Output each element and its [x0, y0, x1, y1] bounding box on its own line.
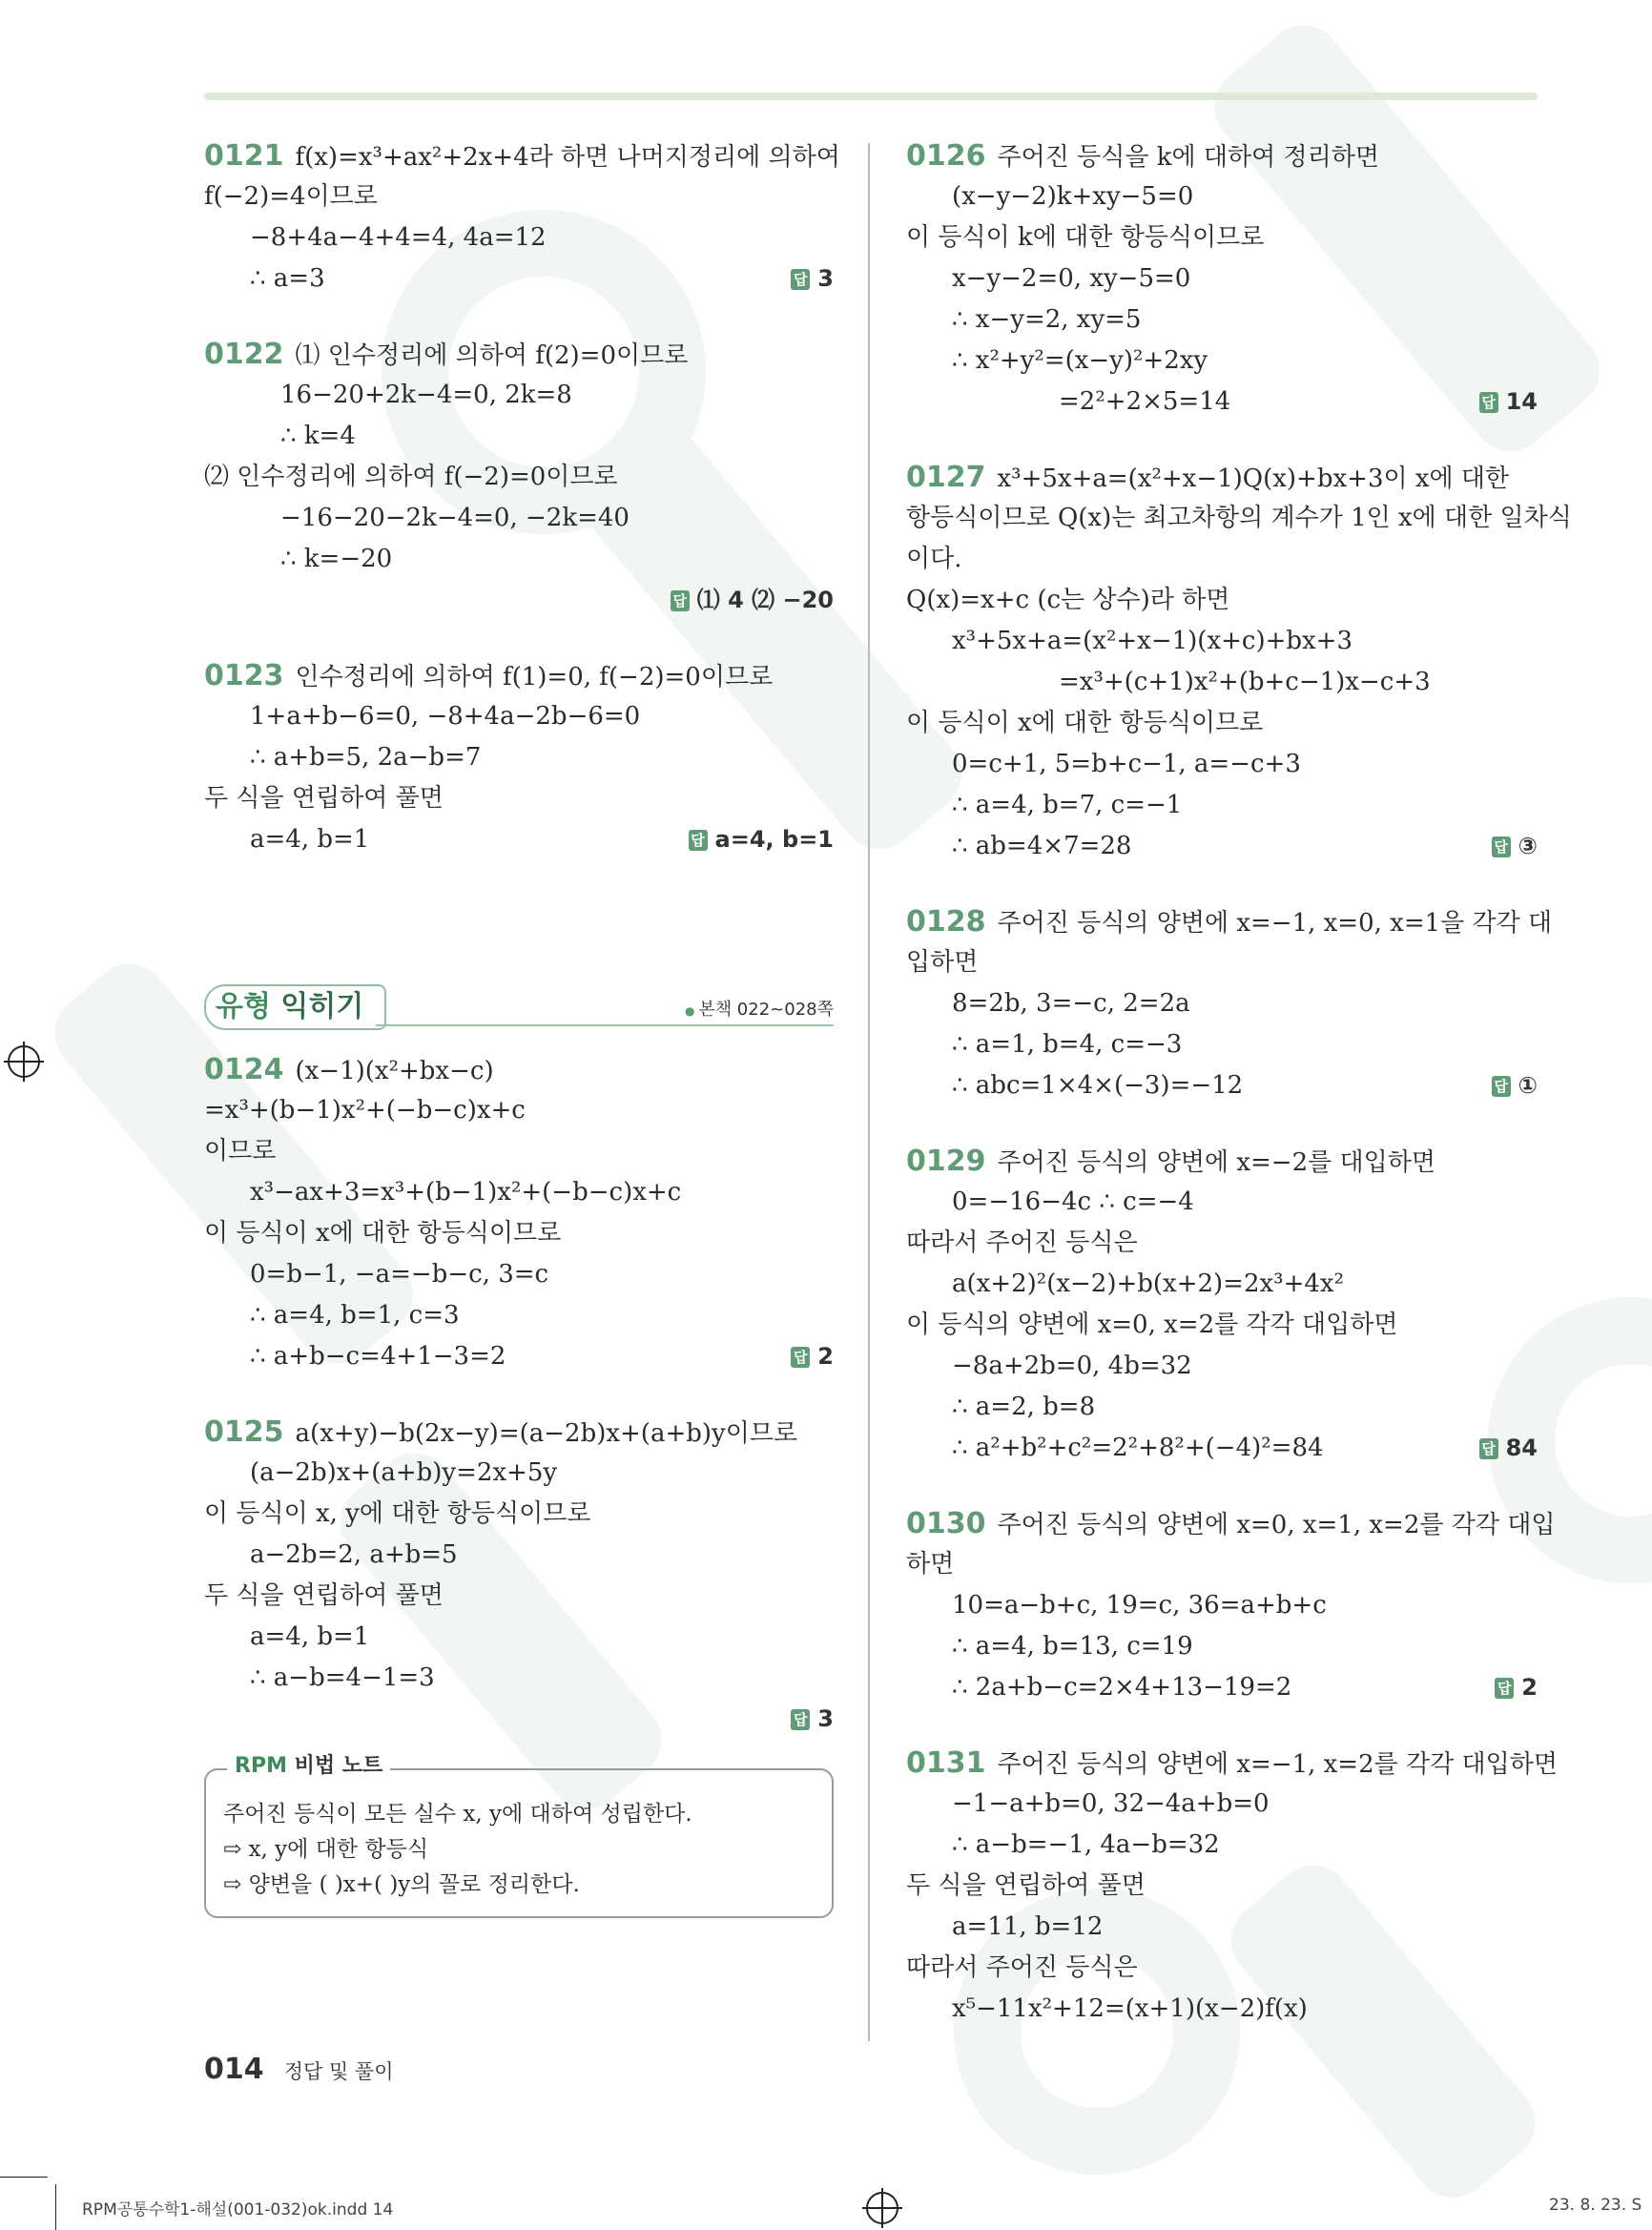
solution-text: 두 식을 연립하여 풀면: [204, 1581, 444, 1610]
answer-value: 14: [1505, 388, 1538, 415]
solution-text: (a−2b)x+(a+b)y=2x+5y: [250, 1458, 558, 1487]
solution-text: 두 식을 연립하여 풀면: [204, 784, 444, 813]
solution-text: ∴ a=4, b=7, c=−1: [952, 791, 1183, 819]
solution-text: =x³+(c+1)x²+(b+c−1)x−c+3: [1059, 668, 1431, 696]
problem-0122: [204, 334, 834, 621]
solution-text: ⑵ 인수정리에 의하여 f(−2)=0이므로: [204, 463, 618, 491]
problem-number: 0128: [906, 905, 986, 939]
problem-0124: [204, 1049, 834, 1377]
answer-mark: [1479, 382, 1538, 423]
solution-text: ∴ ab=4×7=28: [952, 832, 1132, 860]
solution-text: x³−ax+3=x³+(b−1)x²+(−b−c)x+c: [250, 1178, 682, 1207]
registration-mark-icon: [8, 1045, 40, 1078]
solution-text: ∴ a²+b²+c²=2²+8²+(−4)²=84: [952, 1434, 1324, 1462]
answer-mark: [791, 1699, 834, 1740]
answer-mark: [1492, 1065, 1538, 1106]
solution-text: Q(x)=x+c (c는 상수)라 하면: [906, 586, 1230, 614]
section-badge: [204, 984, 386, 1030]
answer-mark: [1479, 1428, 1538, 1469]
problem-0121: [204, 135, 840, 299]
solution-text: =2²+2×5=14: [1059, 387, 1231, 416]
solution-text: a−2b=2, a+b=5: [250, 1540, 458, 1569]
problem-number: 0129: [906, 1145, 986, 1178]
solution-text: x−y−2=0, xy−5=0: [952, 264, 1191, 293]
note-text: ⇨ x, y에 대한 항등식: [223, 1837, 429, 1862]
problem-number: 0122: [204, 338, 284, 371]
note-label: 비법 노트: [286, 1754, 383, 1778]
solution-text: (x−1)(x²+bx−c): [295, 1057, 494, 1085]
solution-text: 0=b−1, −a=−b−c, 3=c: [250, 1260, 549, 1289]
answer-value: ③: [1518, 833, 1538, 859]
solution-text: −8a+2b=0, 4b=32: [952, 1352, 1192, 1380]
solution-text: f(−2)=4이므로: [204, 182, 378, 211]
answer-mark: [689, 819, 834, 860]
tip-note-title: [227, 1749, 390, 1779]
registration-mark-icon: [866, 2192, 898, 2224]
solution-text: ∴ 2a+b−c=2×4+13−19=2: [952, 1673, 1292, 1702]
solution-text: x⁵−11x²+12=(x+1)(x−2)f(x): [952, 1994, 1308, 2023]
section-label: 유형: [216, 990, 271, 1023]
solution-text: 이 등식이 x에 대한 항등식이므로: [906, 709, 1264, 737]
answer-value: 84: [1505, 1435, 1538, 1461]
page-title: 정답 및 풀이: [283, 2060, 394, 2083]
problem-number: 0124: [204, 1053, 284, 1086]
answer-value: 3: [817, 1705, 834, 1732]
solution-text: 하면: [906, 1550, 955, 1579]
solution-text: 이 등식의 양변에 x=0, x=2를 각각 대입하면: [906, 1311, 1398, 1339]
answer-tag-icon: 답: [1479, 1438, 1498, 1459]
crop-mark: [55, 2184, 56, 2230]
problem-0125: [204, 1412, 834, 1740]
section-reference: ● 본책 022~028쪽: [685, 996, 834, 1021]
solution-text: f(x)=x³+ax²+2x+4라 하면 나머지정리에 의하여: [295, 143, 840, 172]
top-rule: [204, 93, 1538, 100]
answer-value: ⑴ 4 ⑵ −20: [696, 587, 834, 613]
section-rule: [376, 1024, 834, 1026]
page-footer: [204, 2053, 394, 2086]
solution-text: −16−20−2k−4=0, −2k=40: [280, 504, 630, 532]
crop-mark: [0, 2177, 48, 2178]
solution-text: 이 등식이 k에 대한 항등식이므로: [906, 223, 1265, 252]
solution-text: 두 식을 연립하여 풀면: [906, 1871, 1146, 1900]
solution-text: x³+5x+a=(x²+x−1)(x+c)+bx+3: [952, 627, 1353, 655]
solution-text: 이 등식이 x, y에 대한 항등식이므로: [204, 1499, 591, 1528]
answer-value: ①: [1518, 1072, 1538, 1099]
solution-text: a(x+2)²(x−2)+b(x+2)=2x³+4x²: [952, 1270, 1345, 1298]
solution-text: ∴ a+b−c=4+1−3=2: [250, 1342, 506, 1371]
note-text: 주어진 등식이 모든 실수 x, y에 대하여 성립한다.: [223, 1802, 692, 1827]
solution-text: x³+5x+a=(x²+x−1)Q(x)+bx+3이 x에 대한: [997, 465, 1510, 493]
solution-text: ∴ a=2, b=8: [952, 1393, 1096, 1421]
problem-number: 0131: [906, 1746, 986, 1780]
problem-number: 0125: [204, 1415, 284, 1449]
solution-text: 이다.: [906, 545, 962, 573]
answer-tag-icon: 답: [791, 269, 810, 290]
solution-text: ∴ a−b=4−1=3: [250, 1663, 435, 1692]
solution-text: 주어진 등식의 양변에 x=−1, x=2를 각각 대입하면: [997, 1750, 1558, 1779]
solution-text: 따라서 주어진 등식은: [906, 1229, 1138, 1257]
solution-text: 10=a−b+c, 19=c, 36=a+b+c: [952, 1591, 1327, 1620]
solution-text: ∴ x−y=2, xy=5: [952, 305, 1142, 334]
problem-number: 0126: [906, 139, 986, 173]
problem-0129: [906, 1141, 1538, 1469]
section-label: 익히기: [270, 990, 364, 1023]
slug-date: 23. 8. 23. S: [1549, 2196, 1642, 2215]
problem-0128: [906, 901, 1553, 1106]
answer-value: a=4, b=1: [714, 826, 834, 853]
solution-text: 주어진 등식의 양변에 x=−2를 대입하면: [997, 1148, 1435, 1177]
answer-tag-icon: 답: [791, 1347, 810, 1368]
problem-number: 0127: [906, 461, 986, 494]
solution-text: −8+4a−4+4=4, 4a=12: [250, 223, 547, 252]
note-brand: RPM: [235, 1754, 287, 1778]
problem-0126: [906, 135, 1538, 423]
answer-value: 2: [817, 1343, 834, 1370]
answer-value: 2: [1521, 1674, 1538, 1701]
solution-text: 입하면: [906, 948, 979, 977]
solution-text: a(x+y)−b(2x−y)=(a−2b)x+(a+b)y이므로: [295, 1419, 798, 1448]
section-header: [204, 975, 834, 1036]
solution-text: 0=−16−4c ∴ c=−4: [952, 1187, 1194, 1216]
solution-text: 이므로: [204, 1137, 277, 1166]
solution-text: a=4, b=1: [250, 825, 370, 854]
note-text: ⇨ 양변을 ( )x+( )y의 꼴로 정리한다.: [223, 1872, 580, 1897]
solution-text: =x³+(b−1)x²+(−b−c)x+c: [204, 1096, 526, 1125]
problem-0123: [204, 655, 834, 860]
solution-text: 따라서 주어진 등식은: [906, 1953, 1138, 1982]
answer-tag-icon: 답: [1479, 392, 1498, 413]
problem-number: 0121: [204, 139, 284, 173]
answer-mark: [1492, 826, 1538, 867]
answer-tag-icon: 답: [791, 1709, 810, 1730]
solution-text: (x−y−2)k+xy−5=0: [952, 182, 1194, 211]
answer-mark: [791, 1336, 834, 1377]
problem-0127: [906, 457, 1572, 867]
solution-text: ∴ x²+y²=(x−y)²+2xy: [952, 346, 1208, 375]
solution-text: ∴ a=4, b=13, c=19: [952, 1632, 1193, 1661]
answer-mark: [1495, 1667, 1538, 1708]
answer-value: 3: [817, 265, 834, 292]
problem-number: 0123: [204, 659, 284, 692]
solution-text: ∴ k=−20: [280, 545, 393, 573]
solution-text: 1+a+b−6=0, −8+4a−2b−6=0: [250, 702, 641, 731]
answer-tag-icon: 답: [671, 590, 690, 611]
solution-text: ∴ abc=1×4×(−3)=−12: [952, 1071, 1244, 1100]
solution-text: 이 등식이 x에 대한 항등식이므로: [204, 1219, 562, 1248]
solution-text: 주어진 등식의 양변에 x=0, x=1, x=2를 각각 대입: [997, 1511, 1556, 1539]
problem-number: 0130: [906, 1507, 986, 1540]
answer-mark: [671, 580, 834, 621]
solution-text: ∴ k=4: [280, 422, 356, 450]
solution-text: a=11, b=12: [952, 1912, 1104, 1941]
problem-0131: [906, 1743, 1558, 2030]
solution-text: 0=c+1, 5=b+c−1, a=−c+3: [952, 750, 1301, 778]
problem-0130: [906, 1503, 1556, 1708]
solution-text: 16−20+2k−4=0, 2k=8: [280, 381, 572, 409]
right-column: [906, 135, 1572, 2030]
solution-text: ∴ a=3: [250, 264, 325, 293]
tip-note-box: [204, 1754, 834, 1918]
column-divider: [868, 143, 870, 2041]
answer-tag-icon: 답: [1492, 836, 1511, 857]
solution-text: 항등식이므로 Q(x)는 최고차항의 계수가 1인 x에 대한 일차식: [906, 504, 1572, 532]
page-number: 014: [204, 2053, 264, 2086]
solution-text: ∴ a=4, b=1, c=3: [250, 1301, 460, 1330]
solution-text: 8=2b, 3=−c, 2=2a: [952, 989, 1190, 1018]
left-column: [204, 135, 840, 1918]
answer-tag-icon: 답: [1492, 1076, 1511, 1097]
solution-text: ⑴ 인수정리에 의하여 f(2)=0이므로: [295, 341, 689, 370]
solution-text: ∴ a=1, b=4, c=−3: [952, 1030, 1183, 1059]
answer-tag-icon: 답: [1495, 1678, 1514, 1699]
solution-text: ∴ a+b=5, 2a−b=7: [250, 743, 482, 772]
solution-text: a=4, b=1: [250, 1622, 370, 1651]
slug-filename: RPM공통수학1-해설(001-032)ok.indd 14: [82, 2200, 394, 2220]
answer-mark: [791, 258, 834, 299]
solution-text: −1−a+b=0, 32−4a+b=0: [952, 1789, 1270, 1818]
answer-tag-icon: 답: [689, 830, 708, 851]
solution-text: 인수정리에 의하여 f(1)=0, f(−2)=0이므로: [295, 663, 774, 692]
solution-text: ∴ a−b=−1, 4a−b=32: [952, 1830, 1220, 1859]
solution-text: 주어진 등식을 k에 대하여 정리하면: [997, 143, 1379, 172]
solution-text: 주어진 등식의 양변에 x=−1, x=0, x=1을 각각 대: [997, 909, 1553, 938]
